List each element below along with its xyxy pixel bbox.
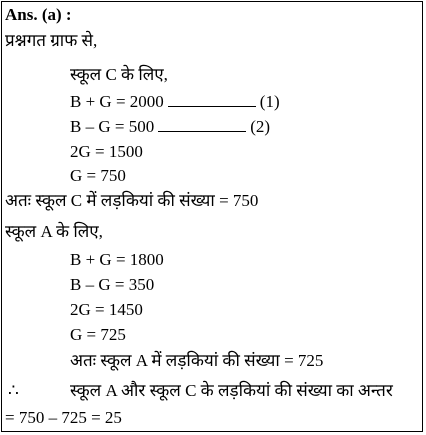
equation-reference: (1) <box>259 92 280 111</box>
final-result: = 750 – 725 = 25 <box>5 408 122 427</box>
fill-blank-line <box>158 117 246 132</box>
school-a-heading: स्कूल A के लिए, <box>5 222 103 241</box>
equation-reference: (2) <box>250 117 271 136</box>
school-c-equation-3: 2G = 1500 <box>70 142 143 161</box>
equation-text: B + G = 2000 <box>70 92 164 111</box>
intro-text: प्रश्नगत ग्राफ से, <box>5 31 98 50</box>
school-c-equation-1 <box>70 92 280 112</box>
fill-blank-line <box>168 92 256 107</box>
equation-text: B – G = 500 <box>70 117 155 136</box>
school-a-equation-2: B – G = 350 <box>70 275 155 294</box>
answer-label: Ans. (a) : <box>5 5 72 24</box>
difference-statement: स्कूल A और स्कूल C के लड़कियां की संख्या का अन्तर <box>70 381 393 400</box>
school-a-conclusion: अतः स्कूल A में लड़कियां की संख्या = 725 <box>70 351 324 370</box>
school-c-equation-4: G = 750 <box>70 166 126 185</box>
school-c-equation-2 <box>70 117 270 137</box>
school-c-heading: स्कूल C के लिए, <box>70 65 168 84</box>
school-a-equation-4: G = 725 <box>70 325 126 344</box>
school-a-equation-3: 2G = 1450 <box>70 300 143 319</box>
school-a-equation-1: B + G = 1800 <box>70 250 164 269</box>
therefore-symbol: ∴ <box>8 381 19 400</box>
school-c-conclusion: अतः स्कूल C में लड़कियां की संख्या = 750 <box>5 191 259 210</box>
